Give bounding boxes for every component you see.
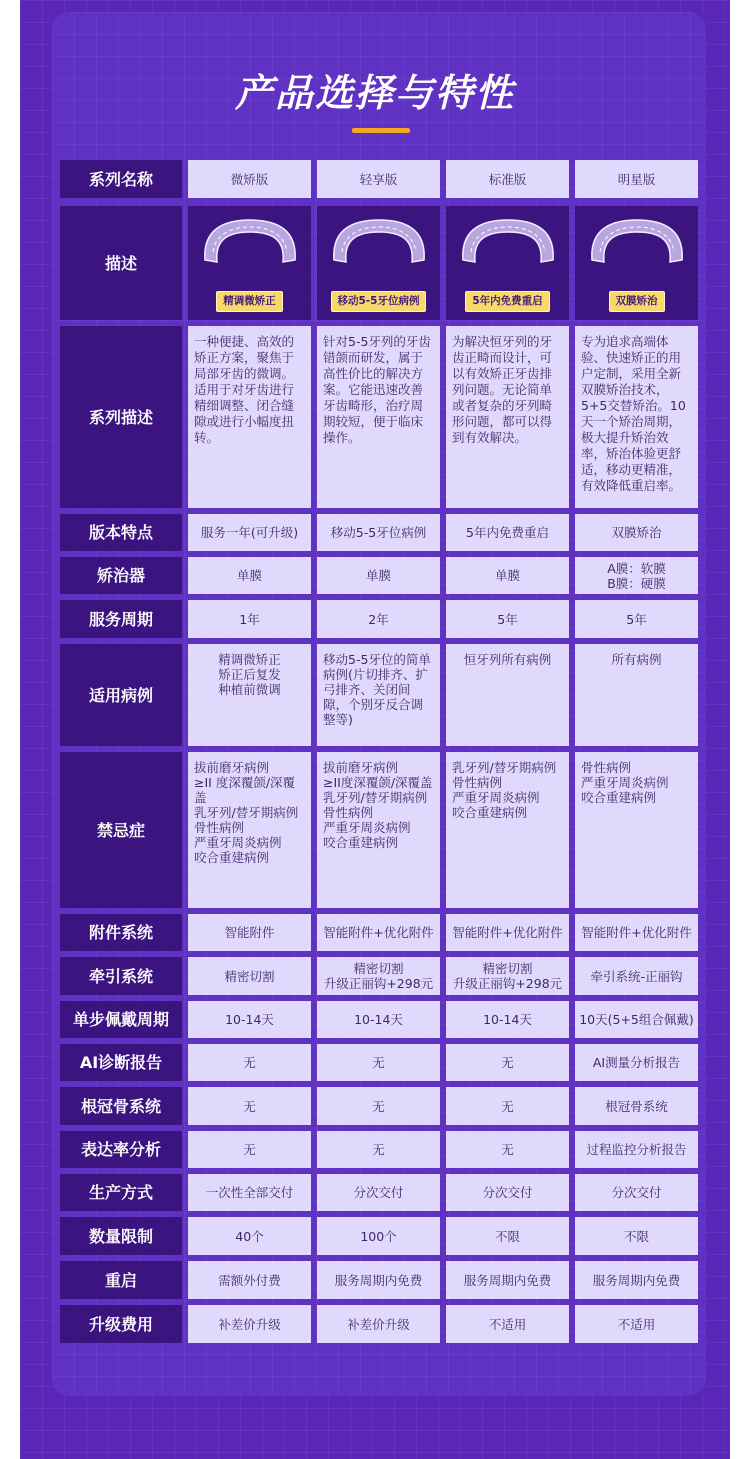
row-label: 矫治器 bbox=[60, 557, 182, 594]
column-header: 轻享版 bbox=[317, 160, 440, 198]
row-label: 根冠骨系统 bbox=[60, 1087, 182, 1125]
table-cell: A膜：软膜 B膜：硬膜 bbox=[575, 557, 698, 594]
product-tag: 精调微矫正 bbox=[216, 291, 283, 312]
table-cell: 单膜 bbox=[317, 557, 440, 594]
column-header: 明星版 bbox=[575, 160, 698, 198]
column-header: 标准版 bbox=[446, 160, 569, 198]
table-cell: 智能附件+优化附件 bbox=[317, 914, 440, 951]
product-image-cell bbox=[446, 206, 569, 320]
table-cell: 无 bbox=[188, 1131, 311, 1168]
product-image-cell bbox=[575, 206, 698, 320]
table-cell: 精调微矫正 矫正后复发 种植前微调 bbox=[188, 644, 311, 746]
table-cell: 补差价升级 bbox=[317, 1305, 440, 1343]
table-cell: 10天(5+5组合佩戴) bbox=[575, 1001, 698, 1038]
table-cell: 不限 bbox=[446, 1217, 569, 1255]
row-label: 描述 bbox=[60, 206, 182, 320]
table-cell: 无 bbox=[446, 1044, 569, 1081]
table-cell: 恒牙列所有病例 bbox=[446, 644, 569, 746]
table-cell: 拔前磨牙病例 ≥II度深覆颌/深覆盖 乳牙列/替牙期病例 骨性病例 严重牙周炎病例 咬合重建病例 bbox=[317, 752, 440, 908]
table-cell: 牵引系统-正丽钩 bbox=[575, 957, 698, 995]
table-cell: 服务周期内免费 bbox=[446, 1261, 569, 1299]
table-cell: 无 bbox=[317, 1044, 440, 1081]
table-cell: 专为追求高端体验、快速矫正的用户定制，采用全新双膜矫治技术，5+5交替矫治。10天一个矫治周期，极大提升矫治效率，矫治体验更舒适，移动更精准，有效降低重启率。 bbox=[575, 326, 698, 508]
table-cell: 补差价升级 bbox=[188, 1305, 311, 1343]
column-header: 微矫版 bbox=[188, 160, 311, 198]
table-cell: 分次交付 bbox=[575, 1174, 698, 1211]
row-label: 系列名称 bbox=[60, 160, 182, 198]
table-cell: 精密切割 升级正丽钩+298元 bbox=[446, 957, 569, 995]
table-cell: 精密切割 升级正丽钩+298元 bbox=[317, 957, 440, 995]
table-cell: 无 bbox=[188, 1044, 311, 1081]
table-cell: 2年 bbox=[317, 600, 440, 638]
table-cell: 无 bbox=[317, 1087, 440, 1125]
product-tag: 移动5-5牙位病例 bbox=[331, 291, 427, 312]
row-label: AI诊断报告 bbox=[60, 1044, 182, 1081]
row-label: 单步佩戴周期 bbox=[60, 1001, 182, 1038]
table-cell: 不适用 bbox=[446, 1305, 569, 1343]
aligner-image bbox=[324, 212, 434, 272]
table-cell: 移动5-5牙位病例 bbox=[317, 514, 440, 551]
table-cell: 针对5-5牙列的牙齿错颌而研发，属于高性价比的解决方案。它能迅速改善牙齿畸形，治疗周期较短，便于临床操作。 bbox=[317, 326, 440, 508]
aligner-image bbox=[195, 212, 305, 272]
row-label: 生产方式 bbox=[60, 1174, 182, 1211]
table-cell: 乳牙列/替牙期病例 骨性病例 严重牙周炎病例 咬合重建病例 bbox=[446, 752, 569, 908]
product-image-cell bbox=[188, 206, 311, 320]
row-label: 版本特点 bbox=[60, 514, 182, 551]
product-tag: 5年内免费重启 bbox=[465, 291, 549, 312]
table-cell: 5年 bbox=[575, 600, 698, 638]
row-label: 牵引系统 bbox=[60, 957, 182, 995]
table-cell: 所有病例 bbox=[575, 644, 698, 746]
table-cell: 无 bbox=[446, 1087, 569, 1125]
row-label: 适用病例 bbox=[60, 644, 182, 746]
table-cell: 服务周期内免费 bbox=[575, 1261, 698, 1299]
table-cell: 分次交付 bbox=[446, 1174, 569, 1211]
table-cell: 40个 bbox=[188, 1217, 311, 1255]
table-cell: 需额外付费 bbox=[188, 1261, 311, 1299]
table-cell: 100个 bbox=[317, 1217, 440, 1255]
aligner-image bbox=[453, 212, 563, 272]
table-cell: 单膜 bbox=[188, 557, 311, 594]
product-tag: 双膜矫治 bbox=[609, 291, 665, 312]
row-label: 表达率分析 bbox=[60, 1131, 182, 1168]
table-cell: 10-14天 bbox=[188, 1001, 311, 1038]
product-image-cell bbox=[317, 206, 440, 320]
table-cell: 服务一年(可升级) bbox=[188, 514, 311, 551]
table-cell: 单膜 bbox=[446, 557, 569, 594]
table-cell: AI测量分析报告 bbox=[575, 1044, 698, 1081]
table-cell: 服务周期内免费 bbox=[317, 1261, 440, 1299]
table-cell: 骨性病例 严重牙周炎病例 咬合重建病例 bbox=[575, 752, 698, 908]
table-cell: 过程监控分析报告 bbox=[575, 1131, 698, 1168]
page-title: 产品选择与特性 bbox=[234, 71, 515, 115]
row-label: 附件系统 bbox=[60, 914, 182, 951]
row-label: 系列描述 bbox=[60, 326, 182, 508]
table-cell: 5年 bbox=[446, 600, 569, 638]
table-cell: 根冠骨系统 bbox=[575, 1087, 698, 1125]
table-cell: 无 bbox=[317, 1131, 440, 1168]
row-label: 禁忌症 bbox=[60, 752, 182, 908]
table-cell: 5年内免费重启 bbox=[446, 514, 569, 551]
row-label: 升级费用 bbox=[60, 1305, 182, 1343]
row-label: 数量限制 bbox=[60, 1217, 182, 1255]
table-cell: 一种便捷、高效的矫正方案，聚焦于局部牙齿的微调。适用于对牙齿进行精细调整、闭合缝隙或进行小幅度扭转。 bbox=[188, 326, 311, 508]
table-cell: 移动5-5牙位的简单病例(片切排齐、扩弓排齐、关闭间隙，个别牙反合调整等) bbox=[317, 644, 440, 746]
table-cell: 不限 bbox=[575, 1217, 698, 1255]
row-label: 服务周期 bbox=[60, 600, 182, 638]
table-cell: 1年 bbox=[188, 600, 311, 638]
table-cell: 智能附件+优化附件 bbox=[446, 914, 569, 951]
table-cell: 分次交付 bbox=[317, 1174, 440, 1211]
table-cell: 不适用 bbox=[575, 1305, 698, 1343]
table-cell: 为解决恒牙列的牙齿正畸而设计，可以有效矫正牙齿排列问题。无论简单或者复杂的牙列畸形问题，都可以得到有效解决。 bbox=[446, 326, 569, 508]
table-cell: 10-14天 bbox=[446, 1001, 569, 1038]
table-cell: 10-14天 bbox=[317, 1001, 440, 1038]
table-cell: 智能附件+优化附件 bbox=[575, 914, 698, 951]
table-cell: 无 bbox=[188, 1087, 311, 1125]
row-label: 重启 bbox=[60, 1261, 182, 1299]
table-cell: 精密切割 bbox=[188, 957, 311, 995]
table-cell: 拔前磨牙病例 ≥II 度深覆颌/深覆盖 乳牙列/替牙期病例 骨性病例 严重牙周炎病例 咬合重建病例 bbox=[188, 752, 311, 908]
table-cell: 双膜矫治 bbox=[575, 514, 698, 551]
table-cell: 智能附件 bbox=[188, 914, 311, 951]
aligner-image bbox=[582, 212, 692, 272]
table-cell: 一次性全部交付 bbox=[188, 1174, 311, 1211]
table-cell: 无 bbox=[446, 1131, 569, 1168]
